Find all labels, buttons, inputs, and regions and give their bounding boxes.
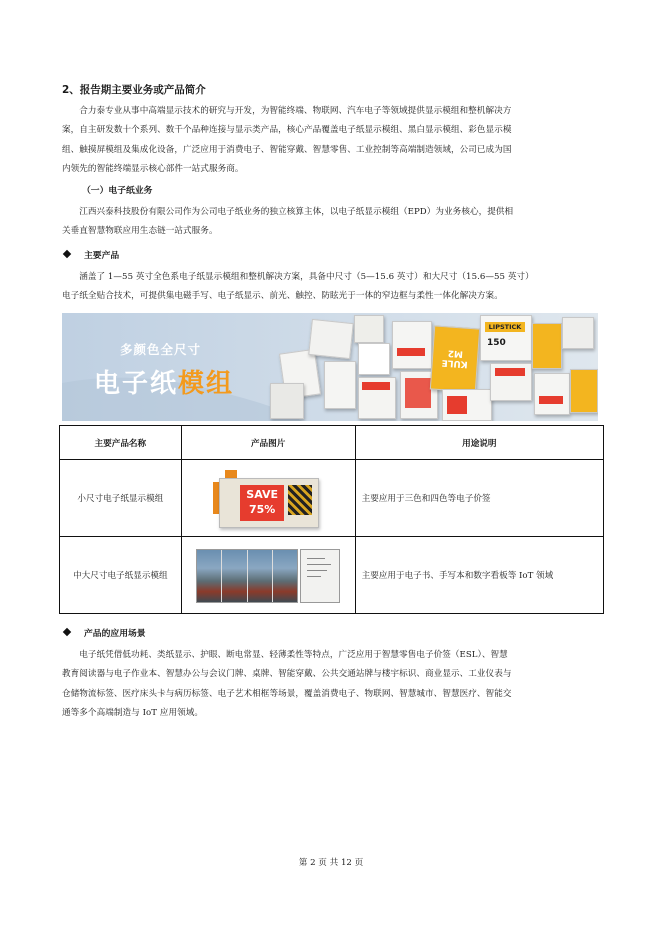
epaper-tile xyxy=(562,317,594,349)
page-footer: 第 2 页 共 12 页 xyxy=(298,858,364,868)
price-tag-red-strip xyxy=(397,348,425,356)
panel-divider xyxy=(272,550,273,602)
section-heading: 2、报告期主要业务或产品简介 xyxy=(62,84,206,96)
epaper-tile xyxy=(358,343,390,375)
epaper-tile xyxy=(270,383,304,419)
epaper-tile xyxy=(324,361,356,409)
epaper-line: 江西兴泰科技股份有限公司作为公司电子纸业务的独立核算主体，以电子纸显示模组（EPD）为业务核心，提供相 xyxy=(79,207,514,217)
price-tag-red-block xyxy=(405,378,431,408)
save-text: SAVE xyxy=(246,488,278,501)
epaper-line: 关垂直智慧物联应用生态链一站式服务。 xyxy=(62,226,218,237)
price-tag-red-strip xyxy=(362,382,390,390)
banner-title-orange: 模组 xyxy=(178,369,235,399)
product-image-cell xyxy=(181,460,355,537)
price-tag-red-strip xyxy=(539,396,563,404)
price-tag-panel xyxy=(219,478,319,528)
epaper-tile xyxy=(392,321,432,369)
save-percent-text: 75% xyxy=(248,503,276,516)
product-name-cell: 中大尺寸电子纸显示模组 xyxy=(60,537,182,614)
products-heading-label: 主要产品 xyxy=(84,251,120,261)
header-product-name: 主要产品名称 xyxy=(60,426,182,460)
usage-cell: 主要应用于电子书、手写本和数字看板等 IoT 领域 xyxy=(355,537,603,614)
scenes-heading-label: 产品的应用场景 xyxy=(84,629,146,639)
small-epaper-module-image xyxy=(213,468,323,528)
save-label-block xyxy=(240,485,284,521)
products-paragraph xyxy=(62,268,602,307)
scenes-line: 教育阅读器与电子作业本、智慧办公与会议门牌、桌牌、智能穿戴、公共交通站牌与楼宇标识、商业显示、工业仪表与 xyxy=(62,669,512,680)
scenes-paragraph xyxy=(62,646,602,724)
intro-line: 合力泰专业从事中高端显示技术的研究与开发，为智能终端、物联网、汽车电子等领域提供显示模组和整机解决方 xyxy=(79,106,512,116)
text-line xyxy=(307,564,331,565)
color-epaper-panel xyxy=(196,549,298,603)
intro-line: 案，自主研发数十个系列、数千个品种连接与显示类产品，核心产品覆盖电子纸显示模组、黑白显示模组、彩色显示模 xyxy=(62,125,512,136)
table-header-row xyxy=(60,426,604,460)
banner-subtitle: 多颜色全尺寸 xyxy=(120,342,202,357)
product-name-cell: 小尺寸电子纸显示模组 xyxy=(60,460,182,537)
header-usage: 用途说明 xyxy=(355,426,603,460)
price-tag-red-block xyxy=(447,396,467,414)
epaper-tile xyxy=(354,315,384,343)
scenes-line: 电子纸凭借低功耗、类纸显示、护眼、断电常显、轻薄柔性等特点，广泛应用于智慧零售电子价签（ESL）、智慧 xyxy=(79,650,508,660)
tile-label-lipstick: LIPSTICK xyxy=(485,322,525,332)
diamond-bullet-icon xyxy=(63,250,71,258)
price-tag-red-strip xyxy=(495,368,525,376)
tile-label-kule: KULE M2 xyxy=(441,347,469,369)
table-row xyxy=(60,460,604,537)
qr-code-icon xyxy=(288,485,312,515)
epaper-tile-kule xyxy=(430,325,480,392)
mono-epaper-panel xyxy=(300,549,340,603)
text-line xyxy=(307,570,327,571)
panel-divider xyxy=(221,550,222,602)
epaper-tile xyxy=(490,363,532,401)
product-image-cell xyxy=(181,537,355,614)
header-product-image: 产品图片 xyxy=(181,426,355,460)
epaper-tile-lipstick xyxy=(480,315,532,361)
products-heading xyxy=(64,248,119,261)
intro-line: 内领先的智能终端显示核心部件一站式服务商。 xyxy=(62,164,244,175)
banner-title-white: 电子纸 xyxy=(94,369,179,399)
epaper-paragraph xyxy=(62,203,602,242)
intro-paragraph xyxy=(62,102,602,180)
epaper-module-banner xyxy=(62,313,598,421)
epaper-tile xyxy=(358,377,396,419)
intro-line: 组、触摸屏模组及集成化设备，广泛应用于消费电子、智能穿戴、智慧零售、工业控制等高端制造领域，公司已成为国 xyxy=(62,144,512,155)
epaper-tile xyxy=(442,389,492,421)
scenes-heading xyxy=(64,626,146,639)
large-epaper-module-image xyxy=(196,549,340,601)
banner-title xyxy=(94,363,234,400)
products-line: 电子纸全贴合技术，可提供集电磁手写、电子纸显示、前光、触控、防眩光于一体的窄边框与柔性一体化解决方案。 xyxy=(62,291,503,302)
text-line xyxy=(307,558,325,559)
epaper-tile xyxy=(532,323,562,369)
epaper-tile xyxy=(570,369,598,413)
epaper-tile xyxy=(534,373,570,415)
table-row xyxy=(60,537,604,614)
epaper-tile xyxy=(308,319,354,359)
scenes-line: 通等多个高端制造与 IoT 应用领域。 xyxy=(62,708,204,719)
tile-price: 150 xyxy=(487,338,506,348)
panel-divider xyxy=(247,550,248,602)
sub-heading-epaper: （一）电子纸业务 xyxy=(82,186,153,196)
text-line xyxy=(307,576,321,577)
product-table xyxy=(59,425,604,614)
products-line: 涵盖了 1—55 英寸全色系电子纸显示模组和整机解决方案，具备中尺寸（5—15.6 英寸）和大尺寸（15.6—55 英寸） xyxy=(79,272,534,282)
scenes-line: 仓储物流标签、医疗床头卡与病历标签、电子艺术相框等场景，覆盖消费电子、物联网、智慧城市、智慧医疗、智能交 xyxy=(62,688,512,699)
diamond-bullet-icon xyxy=(63,628,71,636)
usage-cell: 主要应用于三色和四色等电子价签 xyxy=(355,460,603,537)
